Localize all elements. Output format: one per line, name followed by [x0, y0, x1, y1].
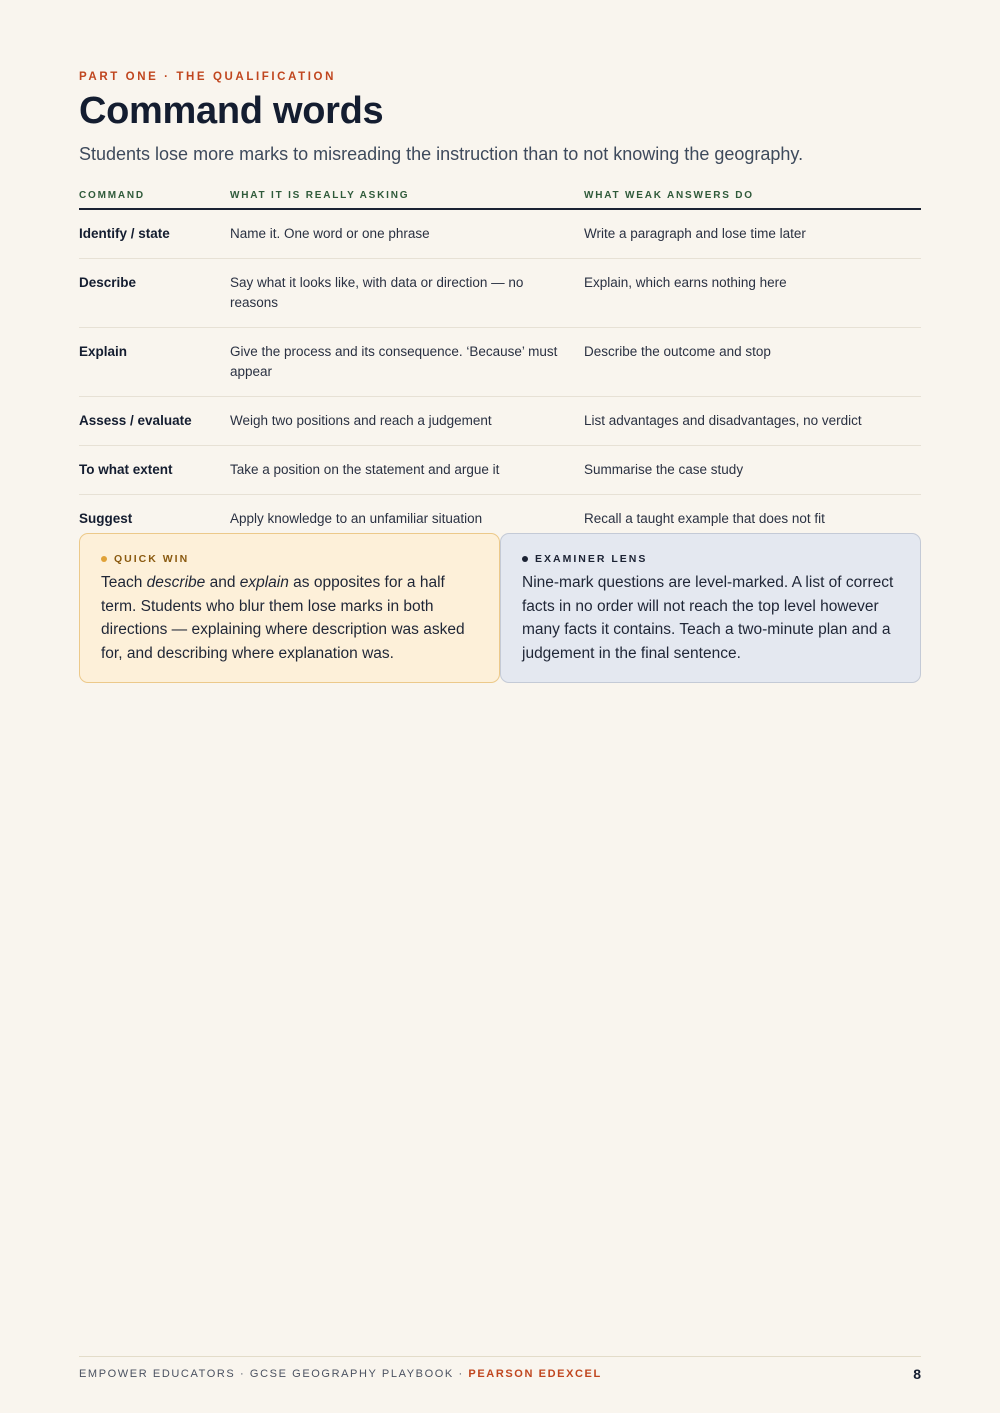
callout-row	[79, 533, 921, 683]
command-words-table	[79, 188, 921, 543]
table-header	[79, 188, 921, 210]
asking-cell: Weigh two positions and reach a judgement	[230, 413, 492, 428]
weak-cell: Summarise the case study	[584, 462, 744, 477]
column-header-weak: WHAT WEAK ANSWERS DO	[584, 190, 754, 201]
weak-cell: Describe the outcome and stop	[584, 344, 771, 359]
table-body	[79, 210, 921, 543]
table-row	[79, 397, 921, 446]
column-header-command: COMMAND	[79, 190, 145, 201]
table-row	[79, 210, 921, 259]
asking-cell: Take a position on the statement and argue it	[230, 462, 500, 477]
command-cell: Explain	[79, 344, 128, 359]
quick-win-text-part: Teach	[101, 574, 147, 591]
footer-divider	[79, 1356, 921, 1357]
command-cell: Describe	[79, 275, 137, 290]
column-header-asking: WHAT IT IS REALLY ASKING	[230, 190, 410, 201]
page-number: 8	[913, 1366, 921, 1382]
asking-cell: Give the process and its consequence. ‘Because’ must appear	[230, 344, 558, 379]
quick-win-label	[101, 553, 478, 565]
quick-win-label-text: QUICK WIN	[114, 553, 190, 565]
page-subtitle: Students lose more marks to misreading the instruction than to not knowing the geography.	[79, 144, 804, 164]
quick-win-emphasis: explain	[239, 574, 289, 591]
quick-win-text-part: and	[205, 574, 240, 591]
weak-cell: Write a paragraph and lose time later	[584, 226, 806, 241]
examiner-lens-card	[500, 533, 921, 683]
quick-win-text-part: as opposites for a half term. Students who blur them lose marks in both directions — explaining where description was asked for, and describing where explanation was.	[101, 574, 465, 662]
quick-win-text	[101, 571, 478, 665]
command-cell: Assess / evaluate	[79, 413, 192, 428]
weak-cell: Recall a taught example that does not fit	[584, 511, 825, 526]
bullet-dot-icon	[522, 556, 528, 562]
quick-win-emphasis: describe	[146, 574, 206, 591]
footer-credit-text: EMPOWER EDUCATORS · GCSE GEOGRAPHY PLAYBOOK ·	[79, 1368, 469, 1380]
asking-cell: Apply knowledge to an unfamiliar situation	[230, 511, 483, 526]
command-cell: Identify / state	[79, 226, 170, 241]
footer-credit	[79, 1368, 602, 1380]
page-footer	[79, 1366, 921, 1382]
examiner-lens-text: Nine-mark questions are level-marked. A list of correct facts in no order will not reach the top level however many facts it contains. Teach a two-minute plan and a judgement in the final sentence.	[522, 574, 894, 662]
asking-cell: Name it. One word or one phrase	[230, 226, 430, 241]
weak-cell: List advantages and disadvantages, no verdict	[584, 413, 862, 428]
asking-cell: Say what it looks like, with data or direction — no reasons	[230, 275, 524, 310]
page-title: Command words	[79, 90, 384, 132]
quick-win-card	[79, 533, 500, 683]
footer-brand: PEARSON EDEXCEL	[468, 1368, 602, 1380]
examiner-lens-label-text: EXAMINER LENS	[535, 553, 648, 565]
table-row	[79, 259, 921, 328]
section-eyebrow: PART ONE · THE QUALIFICATION	[79, 71, 337, 83]
page	[79, 0, 921, 1413]
examiner-lens-label	[522, 553, 899, 565]
table-row	[79, 328, 921, 397]
bullet-dot-icon	[101, 556, 107, 562]
command-cell: Suggest	[79, 511, 133, 526]
table-row	[79, 446, 921, 495]
command-cell: To what extent	[79, 462, 173, 477]
weak-cell: Explain, which earns nothing here	[584, 275, 787, 290]
